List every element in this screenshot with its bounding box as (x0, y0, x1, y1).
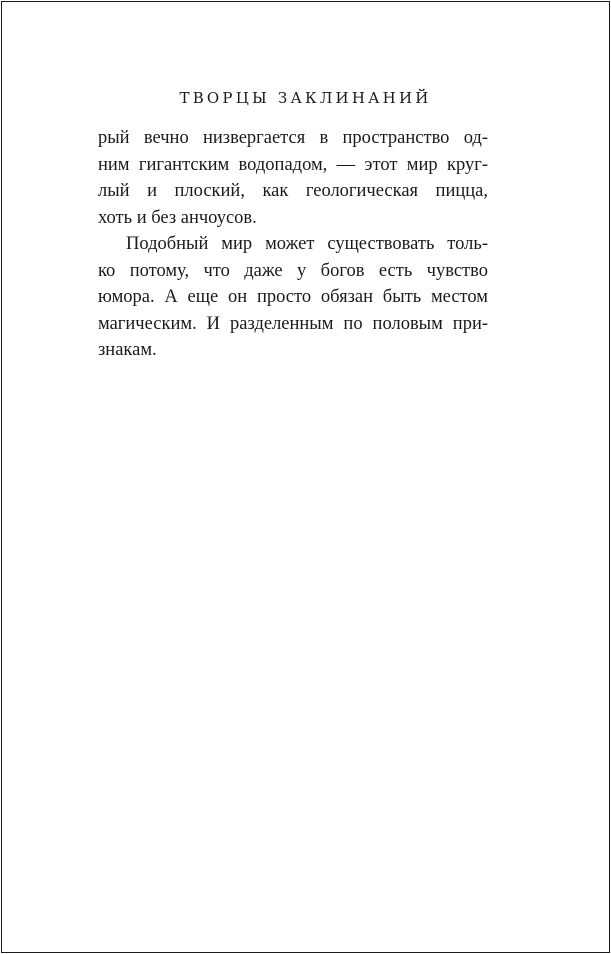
text-line: ко потому, что даже у богов есть чувство (98, 260, 488, 281)
text-line: Подобный мир может существовать толь- (126, 234, 488, 254)
text-line: лый и плоский, как геологическая пицца, (98, 181, 488, 201)
text-line: рый вечно низвергается в пространство од- (98, 128, 488, 148)
book-page (1, 1, 610, 953)
running-head: ТВОРЦЫ ЗАКЛИНАНИЙ (179, 89, 432, 107)
paragraph-2 (98, 231, 488, 364)
text-line: юмора. А еще он просто обязан быть местом (98, 287, 488, 307)
text-line: магическим. И разделенным по половым при- (98, 313, 488, 334)
paragraph-1 (98, 125, 488, 231)
text-line: знакам. (98, 340, 157, 360)
text-line: хоть и без анчоусов. (98, 207, 257, 228)
body-text (98, 125, 488, 364)
text-line: ним гигантским водопадом, — этот мир круг- (98, 154, 488, 175)
